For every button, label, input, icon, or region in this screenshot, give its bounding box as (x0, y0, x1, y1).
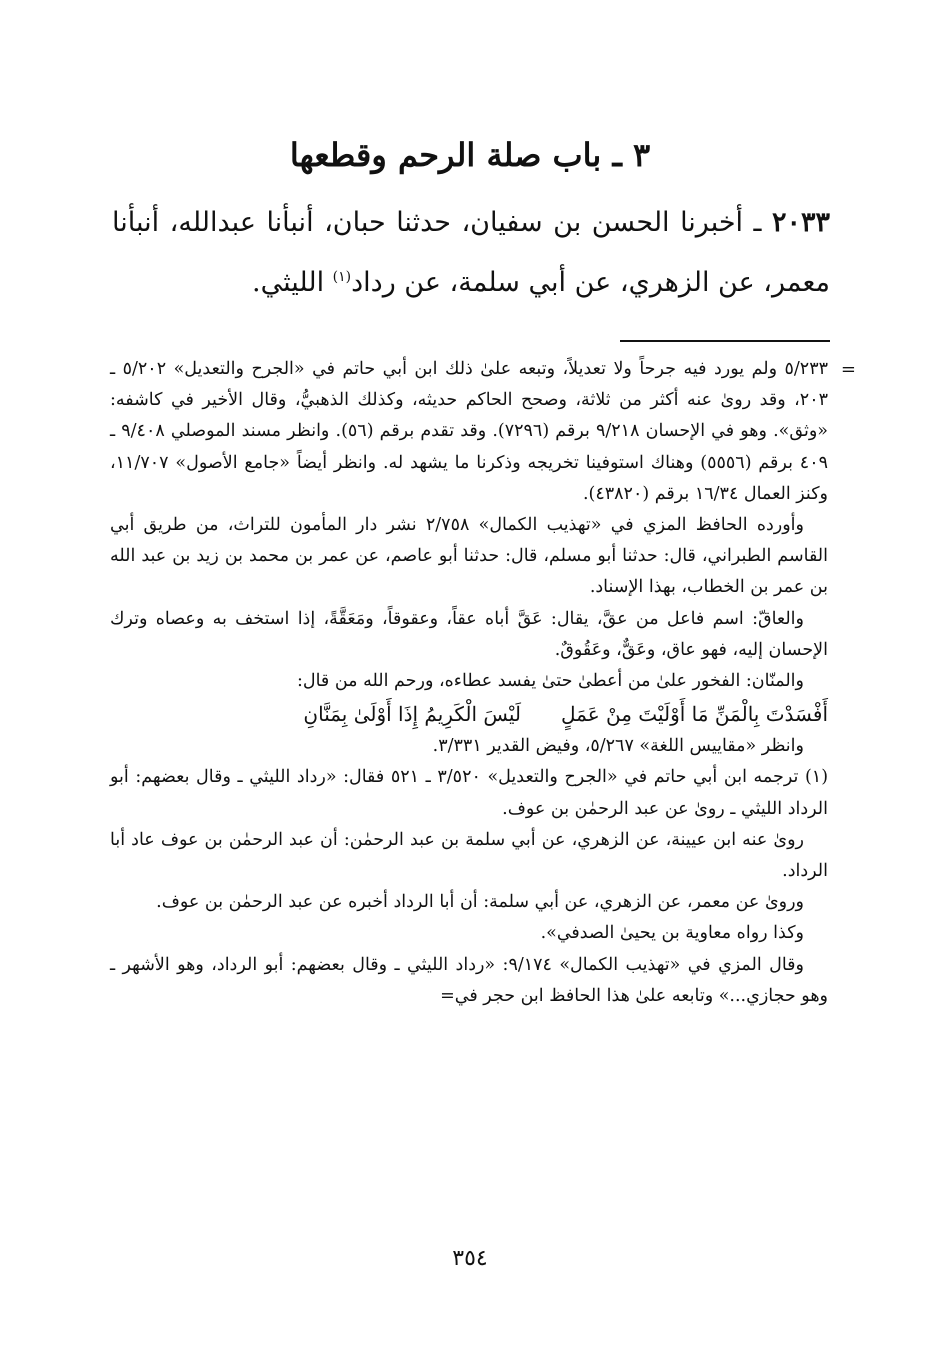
hadith-text-part2: الليثي. (252, 267, 333, 298)
footnote-paragraph: وروىٰ عن معمر، عن الزهري، عن أبي سلمة: أن أبا الرداد أخبره عن عبد الرحمٰن بن عوف. (156, 892, 804, 913)
verse-first-hemistich: أَفْسَدْتَ بِالْمَنِّ مَا أَوْلَيْتَ مِنْ عَمَلٍ (561, 702, 828, 727)
footnote-paragraph: روىٰ عنه ابن عيينة، عن الزهري، عن أبي سلمة بن عبد الرحمٰن: أن عبد الرحمٰن بن عوف عاد أبا الرداد. (110, 829, 828, 882)
hadith-number: ٢٠٣٣ (771, 207, 830, 238)
chapter-title: ٣ ـ باب صلة الرحم وقطعها (289, 136, 651, 174)
footnote-paragraph: ٥/٢٣٣ ولم يورد فيه جرحاً ولا تعديلاً، وتبعه علىٰ ذلك ابن أبي حاتم في «الجرح والتعديل» ٥/٢٠٢ ـ ٢٠٣، وقد روىٰ عنه أكثر من ثلاثة، وصحح الحاكم حديثه، وكذلك الذهبيُّ، وقال الأخير في كاشفه: «وثق». وهو في الإحسان ٩/٢١٨ برقم (٧٢٩٦). وقد تقدم برقم (٥٦). وانظر مسند الموصلي ٩/٤٠٨ ـ ٤٠٩ برقم (٥٥٥٦) وهناك استوفينا تخريجه وذكرنا ما يشهد له. وانظر أيضاً «جامع الأصول» ١١/٧٠٧، وكنز العمال ١٦/٣٤ برقم (٤٣٨٢٠). (110, 359, 828, 504)
footnote-paragraph (110, 950, 828, 1012)
footnote-1-label: (١) (804, 767, 829, 788)
footnote-paragraph: والمنّان: الفخور علىٰ من أعطىٰ حتىٰ يفسد عطاءه، ورحم الله من قال: (296, 671, 804, 692)
end-continuation-mark: = (440, 985, 455, 1006)
footnote-separator (620, 340, 830, 342)
footnote-ref[interactable]: (١) (332, 269, 352, 285)
poetry-verse (110, 697, 828, 731)
verse-second-hemistich: لَيْسَ الْكَرِيمُ إِذَا أَوْلَىٰ بِمَنَّانِ (303, 702, 522, 727)
page-number: ٣٥٤ (452, 1246, 488, 1271)
footnote-paragraph: وكذا رواه معاوية بن يحيىٰ الصدفي». (540, 923, 804, 944)
continuation-mark: = (840, 359, 856, 380)
hadith-text-part1: ـ أخبرنا الحسن بن سفيان، حدثنا حبان، أنبأنا عبدالله، أنبأنا معمر، عن الزهري، عن أبي سلمة، عن رداد (112, 207, 830, 298)
footnote-paragraph: وانظر «مقاييس اللغة» ٥/٢٦٧، وفيض القدير ٣/٣٣١. (432, 736, 804, 757)
footnote-paragraph: وأورده الحافظ المزي في «تهذيب الكمال» ٢/٧٥٨ نشر دار المأمون للتراث، من طريق أبي القاسم الطبراني، قال: حدثنا أبو مسلم، قال: حدثنا أبو عاصم، عن عمر بن محمد بن زيد بن عبد الله بن عمر بن الخطاب، بهذا الإسناد. (110, 515, 828, 598)
footnote-paragraph: والعاقّ: اسم فاعل من عقَّ، يقال: عَقَّ أباه عقاً، وعقوقاً، ومَعَقَّةً، إذا استخف به وعصاه وترك الإحسان إليه، فهو عاق، وعَقٌّ، وعَقُوقٌ. (110, 608, 828, 660)
hadith-text (112, 196, 830, 310)
footnotes (110, 354, 856, 1012)
footnote-1-last-text: وقال المزي في «تهذيب الكمال» ٩/١٧٤: «رداد الليثي ـ وقال بعضهم: أبو الرداد، وهو الأشهر ـ وهو حجازي...» وتابعه علىٰ هذا الحافظ ابن حجر في (110, 954, 828, 1006)
footnote-1-text: ترجمه ابن أبي حاتم في «الجرح والتعديل» ٣/٥٢٠ ـ ٥٢١ فقال: «رداد الليثي ـ وقال بعضهم: أبو الرداد الليثي ـ روىٰ عن عبد الرحمٰن بن عوف. (110, 767, 828, 819)
footnote-1 (110, 762, 828, 824)
